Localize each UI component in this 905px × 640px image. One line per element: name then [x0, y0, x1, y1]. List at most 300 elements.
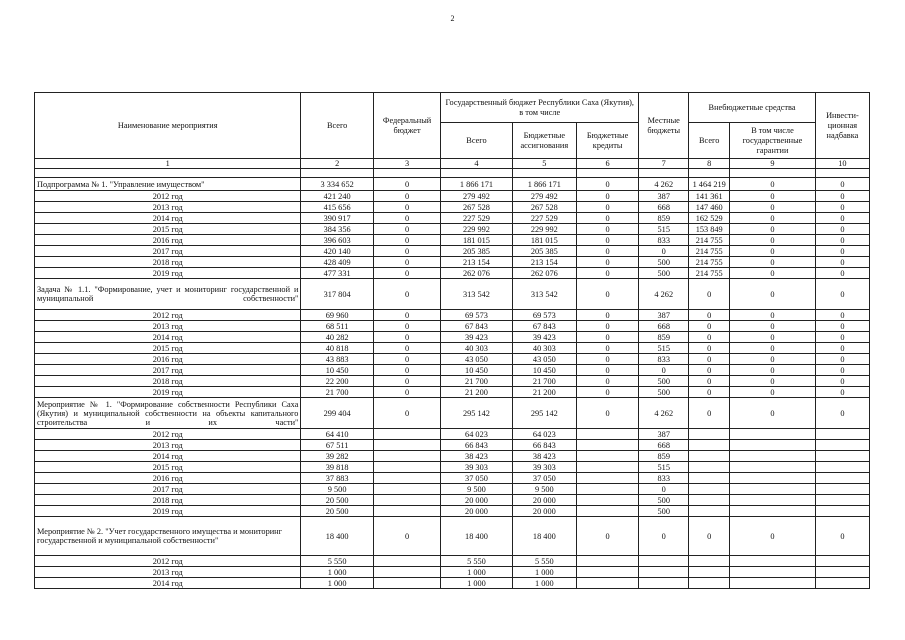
value-cell: 39 423 — [441, 332, 512, 343]
value-cell: 20 500 — [301, 495, 373, 506]
value-cell — [689, 506, 730, 517]
value-cell: 0 — [576, 354, 638, 365]
table-row — [35, 279, 870, 310]
year-label: 2014 год — [35, 332, 301, 343]
value-cell: 205 385 — [512, 246, 576, 257]
value-cell: 668 — [639, 202, 689, 213]
year-label: 2012 год — [35, 310, 301, 321]
year-label: 2013 год — [35, 202, 301, 213]
table-row — [35, 191, 870, 202]
item-name: Мероприятие № 1. "Формирование собственности Республики Саха (Якутия) и муниципальной собственности на объекты капитального строительства и их части" — [35, 398, 301, 429]
value-cell — [815, 495, 869, 506]
year-label: 2019 год — [35, 506, 301, 517]
value-cell: 147 460 — [689, 202, 730, 213]
value-cell: 0 — [373, 178, 440, 191]
value-cell: 214 755 — [689, 246, 730, 257]
value-cell: 0 — [373, 257, 440, 268]
table-row — [35, 343, 870, 354]
year-label: 2012 год — [35, 556, 301, 567]
header-extra-total: Всего — [689, 123, 730, 159]
value-cell: 299 404 — [301, 398, 373, 429]
value-cell: 68 511 — [301, 321, 373, 332]
value-cell: 0 — [730, 365, 816, 376]
header-state-budget: Государственный бюджет Республики Саха (Якутия), в том числе — [441, 93, 639, 123]
value-cell: 39 423 — [512, 332, 576, 343]
value-cell: 10 450 — [301, 365, 373, 376]
value-cell: 0 — [730, 178, 816, 191]
table-row — [35, 354, 870, 365]
value-cell: 0 — [815, 332, 869, 343]
value-cell: 859 — [639, 332, 689, 343]
value-cell — [689, 451, 730, 462]
value-cell: 0 — [373, 235, 440, 246]
value-cell: 1 000 — [441, 567, 512, 578]
value-cell: 67 843 — [441, 321, 512, 332]
year-label: 2013 год — [35, 567, 301, 578]
value-cell: 0 — [373, 213, 440, 224]
value-cell: 387 — [639, 429, 689, 440]
year-label: 2014 год — [35, 451, 301, 462]
value-cell: 20 000 — [512, 506, 576, 517]
value-cell: 18 400 — [301, 517, 373, 556]
value-cell: 0 — [815, 235, 869, 246]
value-cell: 0 — [639, 365, 689, 376]
table-row — [35, 506, 870, 517]
value-cell: 0 — [576, 202, 638, 213]
value-cell: 477 331 — [301, 268, 373, 279]
value-cell — [576, 484, 638, 495]
table-row — [35, 451, 870, 462]
value-cell: 833 — [639, 473, 689, 484]
header-total: Всего — [301, 93, 373, 159]
header-extra-budget: Внебюджетные средства — [689, 93, 816, 123]
column-number: 8 — [689, 159, 730, 169]
value-cell: 38 423 — [441, 451, 512, 462]
value-cell: 38 423 — [512, 451, 576, 462]
value-cell: 40 282 — [301, 332, 373, 343]
value-cell: 384 356 — [301, 224, 373, 235]
value-cell: 4 262 — [639, 178, 689, 191]
table-row — [35, 224, 870, 235]
value-cell: 0 — [576, 343, 638, 354]
value-cell: 0 — [730, 224, 816, 235]
value-cell — [730, 440, 816, 451]
value-cell: 0 — [815, 178, 869, 191]
value-cell: 214 755 — [689, 257, 730, 268]
table-row — [35, 213, 870, 224]
value-cell: 40 303 — [512, 343, 576, 354]
value-cell: 317 804 — [301, 279, 373, 310]
value-cell: 0 — [730, 332, 816, 343]
value-cell — [815, 556, 869, 567]
value-cell: 69 573 — [441, 310, 512, 321]
value-cell: 0 — [639, 517, 689, 556]
value-cell — [576, 556, 638, 567]
value-cell: 500 — [639, 376, 689, 387]
value-cell — [576, 451, 638, 462]
value-cell — [689, 567, 730, 578]
value-cell: 0 — [373, 279, 440, 310]
year-label: 2019 год — [35, 268, 301, 279]
value-cell: 0 — [373, 332, 440, 343]
value-cell: 0 — [689, 354, 730, 365]
value-cell — [576, 506, 638, 517]
value-cell: 21 700 — [512, 376, 576, 387]
value-cell: 0 — [373, 191, 440, 202]
value-cell: 64 023 — [441, 429, 512, 440]
value-cell: 67 843 — [512, 321, 576, 332]
value-cell — [730, 495, 816, 506]
table-row — [35, 310, 870, 321]
year-label: 2015 год — [35, 224, 301, 235]
value-cell: 229 992 — [441, 224, 512, 235]
value-cell: 0 — [815, 279, 869, 310]
value-cell: 0 — [373, 310, 440, 321]
value-cell: 0 — [576, 257, 638, 268]
value-cell — [373, 429, 440, 440]
value-cell: 428 409 — [301, 257, 373, 268]
value-cell: 229 992 — [512, 224, 576, 235]
value-cell: 0 — [815, 517, 869, 556]
value-cell: 227 529 — [441, 213, 512, 224]
value-cell: 0 — [373, 202, 440, 213]
year-label: 2015 год — [35, 462, 301, 473]
value-cell: 668 — [639, 440, 689, 451]
value-cell: 0 — [373, 398, 440, 429]
value-cell: 1 866 171 — [441, 178, 512, 191]
value-cell — [815, 440, 869, 451]
header-state-total: Всего — [441, 123, 512, 159]
value-cell: 0 — [373, 387, 440, 398]
value-cell: 515 — [639, 343, 689, 354]
value-cell: 1 866 171 — [512, 178, 576, 191]
value-cell — [730, 578, 816, 589]
table-row — [35, 268, 870, 279]
value-cell: 227 529 — [512, 213, 576, 224]
value-cell — [815, 578, 869, 589]
value-cell — [576, 567, 638, 578]
value-cell — [815, 506, 869, 517]
value-cell — [730, 556, 816, 567]
item-name: Задача № 1.1. "Формирование, учет и мониторинг государственной и муниципальной собственности" — [35, 279, 301, 310]
value-cell — [730, 473, 816, 484]
value-cell: 0 — [730, 387, 816, 398]
value-cell: 5 550 — [441, 556, 512, 567]
header-extra-guarantees: В том числе государственные гарантии — [730, 123, 816, 159]
page-number: 2 — [450, 14, 455, 23]
value-cell — [373, 451, 440, 462]
value-cell: 18 400 — [512, 517, 576, 556]
value-cell — [815, 473, 869, 484]
value-cell: 0 — [373, 354, 440, 365]
value-cell — [576, 440, 638, 451]
value-cell: 0 — [689, 398, 730, 429]
item-name: Подпрограмма № 1. "Управление имуществом" — [35, 178, 301, 191]
value-cell: 0 — [815, 202, 869, 213]
value-cell: 20 000 — [441, 506, 512, 517]
value-cell: 313 542 — [441, 279, 512, 310]
table-row — [35, 257, 870, 268]
value-cell: 0 — [373, 343, 440, 354]
value-cell: 0 — [576, 279, 638, 310]
value-cell: 0 — [815, 257, 869, 268]
table-row — [35, 365, 870, 376]
year-label: 2018 год — [35, 495, 301, 506]
value-cell: 0 — [730, 191, 816, 202]
value-cell: 267 528 — [441, 202, 512, 213]
value-cell: 0 — [730, 246, 816, 257]
value-cell: 859 — [639, 213, 689, 224]
value-cell: 0 — [689, 332, 730, 343]
table-row — [35, 473, 870, 484]
value-cell: 0 — [576, 178, 638, 191]
table-row — [35, 178, 870, 191]
value-cell: 0 — [689, 365, 730, 376]
value-cell: 39 303 — [512, 462, 576, 473]
value-cell: 214 755 — [689, 268, 730, 279]
value-cell: 4 262 — [639, 398, 689, 429]
value-cell — [373, 556, 440, 567]
value-cell: 0 — [730, 202, 816, 213]
value-cell: 43 883 — [301, 354, 373, 365]
value-cell: 40 818 — [301, 343, 373, 354]
value-cell: 69 960 — [301, 310, 373, 321]
header-state-credits: Бюджетные кредиты — [576, 123, 638, 159]
value-cell: 0 — [689, 517, 730, 556]
value-cell: 21 700 — [301, 387, 373, 398]
value-cell: 10 450 — [441, 365, 512, 376]
value-cell: 859 — [639, 451, 689, 462]
value-cell: 0 — [373, 321, 440, 332]
value-cell: 0 — [815, 213, 869, 224]
value-cell: 0 — [689, 387, 730, 398]
value-cell: 9 500 — [441, 484, 512, 495]
year-label: 2016 год — [35, 354, 301, 365]
value-cell: 0 — [373, 268, 440, 279]
table-row — [35, 484, 870, 495]
value-cell — [576, 495, 638, 506]
budget-table — [34, 92, 870, 589]
value-cell: 0 — [730, 517, 816, 556]
value-cell — [815, 451, 869, 462]
year-label: 2017 год — [35, 365, 301, 376]
column-number: 5 — [512, 159, 576, 169]
value-cell: 279 492 — [512, 191, 576, 202]
value-cell — [689, 473, 730, 484]
table-row — [35, 321, 870, 332]
value-cell: 64 023 — [512, 429, 576, 440]
value-cell: 66 843 — [512, 440, 576, 451]
value-cell — [730, 484, 816, 495]
value-cell: 5 550 — [512, 556, 576, 567]
value-cell: 1 000 — [441, 578, 512, 589]
year-label: 2015 год — [35, 343, 301, 354]
value-cell: 313 542 — [512, 279, 576, 310]
value-cell: 0 — [689, 343, 730, 354]
year-label: 2014 год — [35, 213, 301, 224]
year-label: 2016 год — [35, 235, 301, 246]
value-cell — [689, 462, 730, 473]
value-cell: 1 000 — [301, 567, 373, 578]
value-cell — [730, 429, 816, 440]
value-cell: 0 — [373, 224, 440, 235]
value-cell: 37 050 — [441, 473, 512, 484]
column-number: 4 — [441, 159, 512, 169]
value-cell: 262 076 — [441, 268, 512, 279]
value-cell — [689, 495, 730, 506]
value-cell: 0 — [815, 321, 869, 332]
table-body — [35, 178, 870, 589]
value-cell: 66 843 — [441, 440, 512, 451]
value-cell: 69 573 — [512, 310, 576, 321]
table-row — [35, 567, 870, 578]
table-row — [35, 235, 870, 246]
value-cell: 0 — [689, 376, 730, 387]
value-cell — [815, 567, 869, 578]
value-cell — [373, 506, 440, 517]
table-row — [35, 202, 870, 213]
value-cell: 10 450 — [512, 365, 576, 376]
value-cell — [373, 462, 440, 473]
table-row — [35, 517, 870, 556]
value-cell: 0 — [576, 517, 638, 556]
value-cell: 0 — [730, 321, 816, 332]
value-cell — [373, 484, 440, 495]
value-cell: 0 — [730, 310, 816, 321]
value-cell: 0 — [576, 387, 638, 398]
value-cell: 0 — [576, 235, 638, 246]
table-row — [35, 462, 870, 473]
table-row — [35, 332, 870, 343]
value-cell — [815, 429, 869, 440]
value-cell: 20 000 — [441, 495, 512, 506]
year-label: 2017 год — [35, 246, 301, 257]
value-cell — [639, 556, 689, 567]
value-cell: 0 — [815, 398, 869, 429]
value-cell — [639, 578, 689, 589]
table-row — [35, 440, 870, 451]
value-cell: 162 529 — [689, 213, 730, 224]
value-cell: 20 500 — [301, 506, 373, 517]
value-cell: 0 — [730, 268, 816, 279]
year-label: 2016 год — [35, 473, 301, 484]
value-cell: 0 — [815, 343, 869, 354]
value-cell: 0 — [576, 321, 638, 332]
value-cell — [730, 506, 816, 517]
value-cell: 37 050 — [512, 473, 576, 484]
value-cell: 515 — [639, 224, 689, 235]
value-cell: 0 — [639, 484, 689, 495]
value-cell: 295 142 — [441, 398, 512, 429]
value-cell: 0 — [576, 213, 638, 224]
value-cell: 0 — [815, 224, 869, 235]
value-cell: 22 200 — [301, 376, 373, 387]
value-cell — [689, 484, 730, 495]
table-row — [35, 398, 870, 429]
value-cell: 0 — [730, 257, 816, 268]
table-row — [35, 387, 870, 398]
year-label: 2018 год — [35, 257, 301, 268]
value-cell — [689, 556, 730, 567]
value-cell: 21 200 — [512, 387, 576, 398]
value-cell: 0 — [815, 387, 869, 398]
value-cell: 0 — [815, 268, 869, 279]
value-cell: 40 303 — [441, 343, 512, 354]
value-cell — [373, 495, 440, 506]
value-cell: 668 — [639, 321, 689, 332]
value-cell — [373, 473, 440, 484]
column-number: 3 — [373, 159, 440, 169]
year-label: 2014 год — [35, 578, 301, 589]
value-cell: 0 — [373, 376, 440, 387]
value-cell — [576, 462, 638, 473]
value-cell: 213 154 — [441, 257, 512, 268]
value-cell: 43 050 — [512, 354, 576, 365]
column-number: 6 — [576, 159, 638, 169]
value-cell: 39 282 — [301, 451, 373, 462]
column-number: 7 — [639, 159, 689, 169]
year-label: 2019 год — [35, 387, 301, 398]
value-cell: 833 — [639, 354, 689, 365]
table-row — [35, 578, 870, 589]
header-federal: Федеральный бюджет — [373, 93, 440, 159]
value-cell: 20 000 — [512, 495, 576, 506]
value-cell: 18 400 — [441, 517, 512, 556]
value-cell — [730, 462, 816, 473]
value-cell: 0 — [815, 191, 869, 202]
value-cell: 279 492 — [441, 191, 512, 202]
table-row — [35, 376, 870, 387]
value-cell — [730, 567, 816, 578]
year-label: 2013 год — [35, 321, 301, 332]
year-label: 2012 год — [35, 429, 301, 440]
value-cell: 0 — [730, 213, 816, 224]
spacer-row — [35, 169, 870, 178]
value-cell: 181 015 — [512, 235, 576, 246]
value-cell: 390 917 — [301, 213, 373, 224]
value-cell: 43 050 — [441, 354, 512, 365]
value-cell: 0 — [815, 246, 869, 257]
value-cell: 262 076 — [512, 268, 576, 279]
value-cell: 0 — [576, 268, 638, 279]
value-cell: 387 — [639, 310, 689, 321]
value-cell: 0 — [576, 246, 638, 257]
value-cell: 0 — [576, 332, 638, 343]
value-cell: 0 — [576, 310, 638, 321]
value-cell: 0 — [373, 365, 440, 376]
value-cell — [373, 440, 440, 451]
value-cell: 0 — [373, 517, 440, 556]
value-cell — [689, 429, 730, 440]
value-cell — [576, 429, 638, 440]
value-cell: 213 154 — [512, 257, 576, 268]
value-cell: 515 — [639, 462, 689, 473]
value-cell: 0 — [815, 365, 869, 376]
value-cell: 214 755 — [689, 235, 730, 246]
value-cell: 64 410 — [301, 429, 373, 440]
value-cell: 39 818 — [301, 462, 373, 473]
value-cell: 396 603 — [301, 235, 373, 246]
value-cell: 0 — [576, 398, 638, 429]
value-cell: 295 142 — [512, 398, 576, 429]
value-cell: 0 — [576, 224, 638, 235]
value-cell: 3 334 652 — [301, 178, 373, 191]
value-cell: 67 511 — [301, 440, 373, 451]
value-cell: 205 385 — [441, 246, 512, 257]
value-cell: 1 000 — [512, 578, 576, 589]
column-number: 10 — [815, 159, 869, 169]
header-name: Наименование мероприятия — [35, 93, 301, 159]
